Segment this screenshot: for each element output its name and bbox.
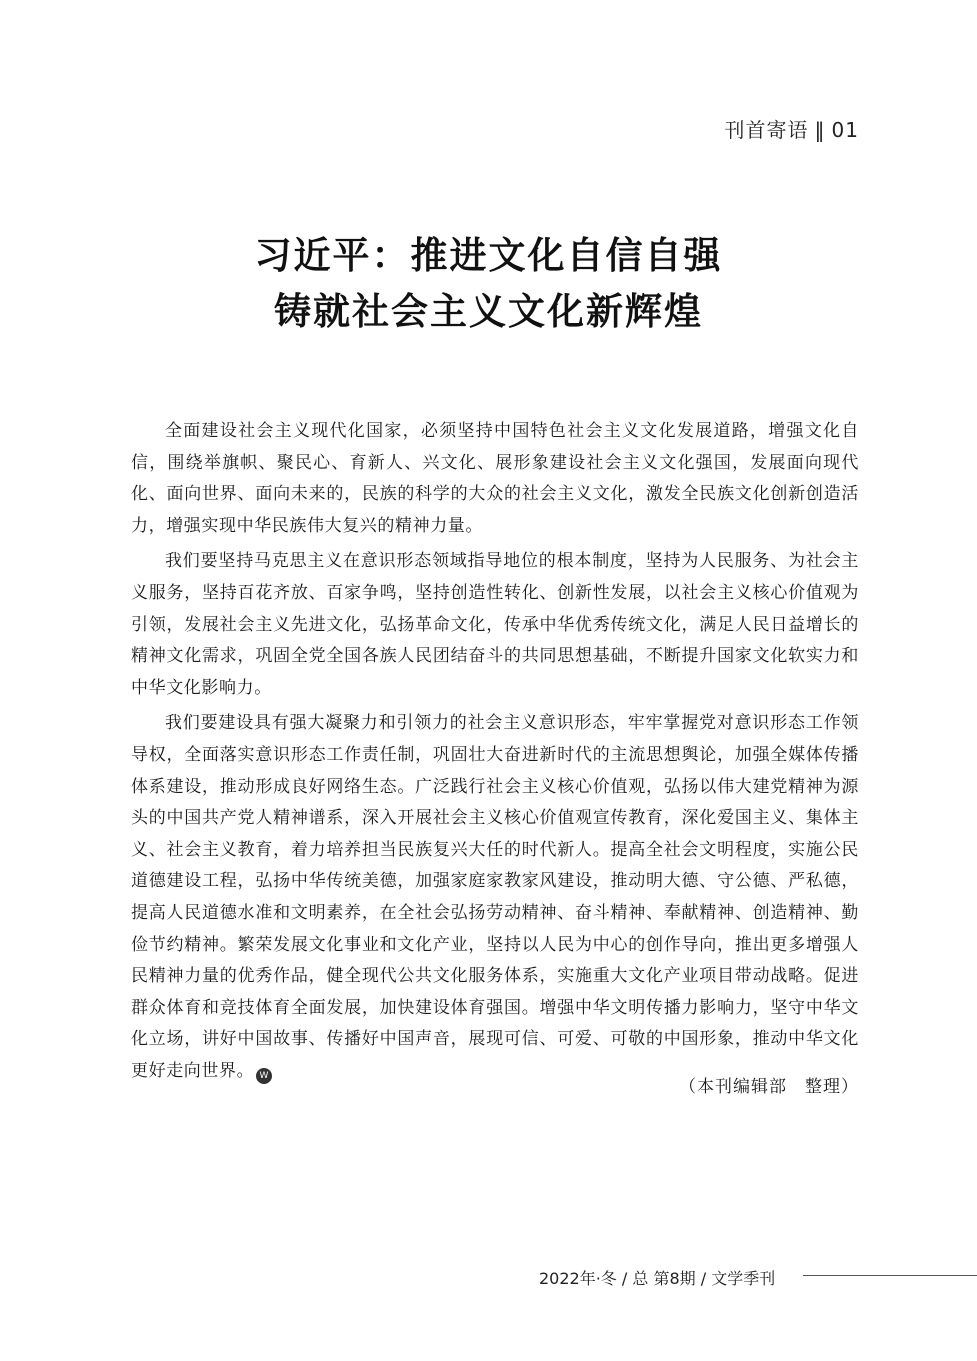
paragraph-3: [131, 708, 859, 1087]
article-title: [0, 228, 977, 340]
title-line-1: 习近平：推进文化自信自强: [254, 234, 723, 277]
paragraph-1: [131, 416, 859, 542]
paragraph-2: [131, 546, 859, 704]
paragraph-2-text: 我们要坚持马克思主义在意识形态领域指导地位的根本制度，坚持为人民服务、为社会主义服务，坚持百花齐放、百家争鸣，坚持创造性转化、创新性发展，以社会主义核心价值观为引领，发展社会主义先进文化，弘扬革命文化，传承中华优秀传统文化，满足人民日益增长的精神文化需求，巩固全党全国各族人民团结奋斗的共同思想基础，不断提升国家文化软实力和中华文化影响力。: [131, 551, 859, 698]
end-mark-icon: W: [256, 1068, 272, 1084]
paragraph-1-text: 全面建设社会主义现代化国家，必须坚持中国特色社会主义文化发展道路，增强文化自信，围绕举旗帜、聚民心、育新人、兴文化、展形象建设社会主义文化强国，发展面向现代化、面向世界、面向未来的，民族的科学的大众的社会主义文化，激发全民族文化创新创造活力，增强实现中华民族伟大复兴的精神力量。: [131, 421, 859, 536]
title-line-2: 铸就社会主义文化新辉煌: [274, 290, 703, 333]
editor-signature: （本刊编辑部 整理）: [679, 1077, 859, 1097]
article-body: [131, 416, 859, 1091]
header-separator: ‖: [814, 118, 826, 142]
paragraph-3-text: 我们要建设具有强大凝聚力和引领力的社会主义意识形态，牢牢掌握党对意识形态工作领导权，全面落实意识形态工作责任制，巩固壮大奋进新时代的主流思想舆论，加强全媒体传播体系建设，推动形成良好网络生态。广泛践行社会主义核心价值观，弘扬以伟大建党精神为源头的中国共产党人精神谱系，深入开展社会主义核心价值观宣传教育，深化爱国主义、集体主义、社会主义教育，着力培养担当民族复兴大任的时代新人。提高全社会文明程度，实施公民道德建设工程，弘扬中华传统美德，加强家庭家教家风建设，推动明大德、守公德、严私德，提高人民道德水准和文明素养，在全社会弘扬劳动精神、奋斗精神、奉献精神、创造精神、勤俭节约精神。繁荣发展文化事业和文化产业，坚持以人民为中心的创作导向，推出更多增强人民精神力量的优秀作品，健全现代公共文化服务体系，实施重大文化产业项目带动战略。促进群众体育和竞技体育全面发展，加快建设体育强国。增强中华文明传播力影响力，坚守中华文化立场，讲好中国故事、传播好中国声音，展现可信、可爱、可敬的中国形象，推动中华文化更好走向世界。: [131, 713, 859, 1081]
page-number: 01: [831, 118, 859, 142]
footer-rule: [803, 1275, 977, 1276]
running-head: [725, 114, 859, 143]
footer-issue-info: 2022年·冬 / 总 第8期 / 文学季刊: [539, 1269, 776, 1288]
section-name: 刊首寄语: [724, 118, 809, 142]
